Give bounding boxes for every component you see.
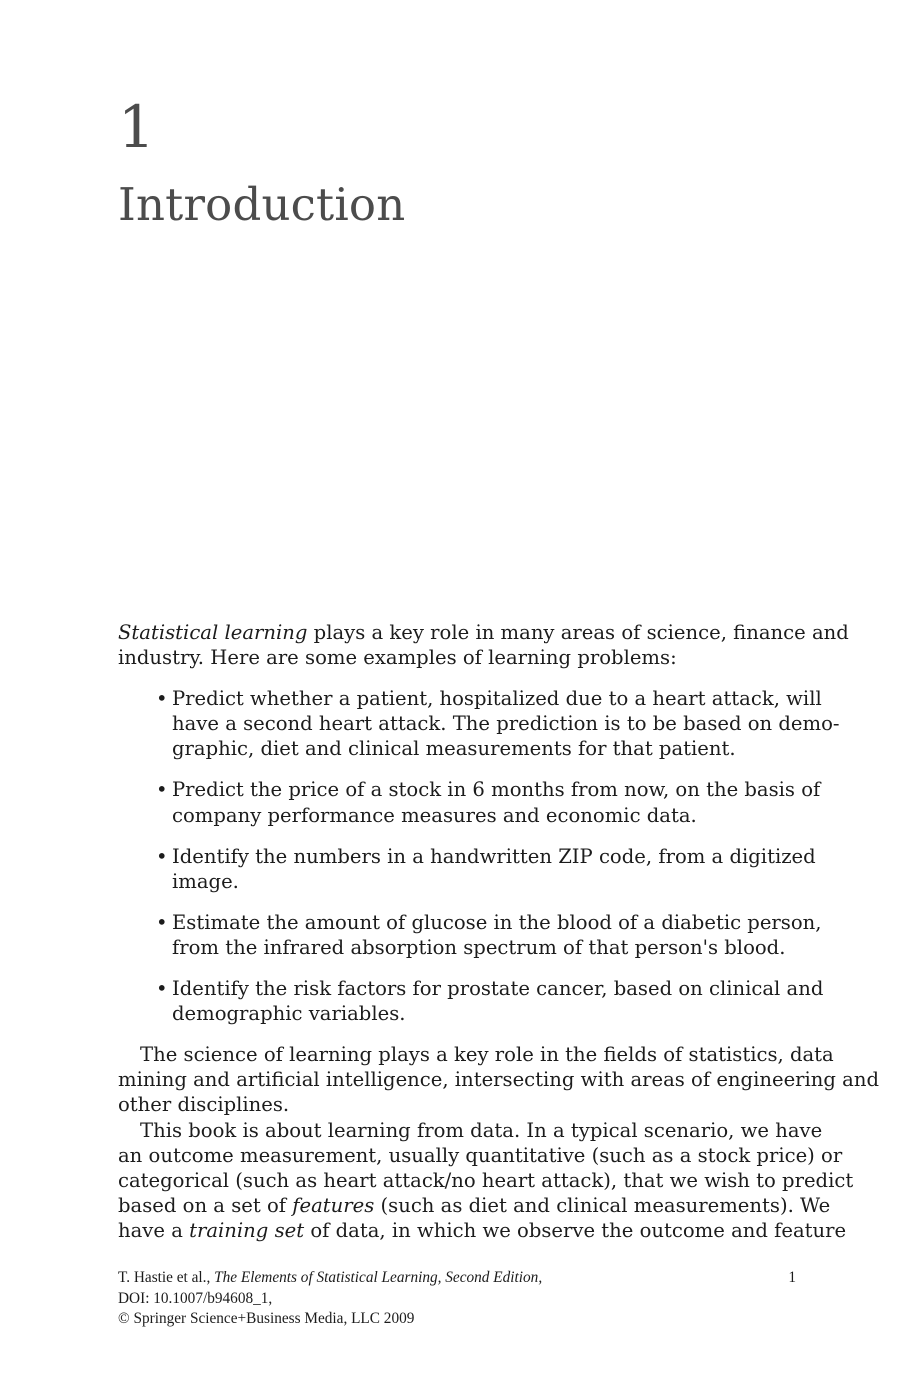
paragraph-line bbox=[118, 1193, 831, 1218]
list-item bbox=[118, 844, 816, 894]
list-item bbox=[118, 910, 822, 960]
page-footer bbox=[118, 1268, 796, 1330]
paragraph-text: (such as diet and clinical measurements). We bbox=[374, 1193, 831, 1217]
chapter-number: 1 bbox=[118, 93, 155, 161]
this-book-paragraph bbox=[118, 1118, 854, 1243]
intro-line-1-rest: plays a key role in many areas of science, finance and bbox=[307, 621, 849, 644]
bullet-icon: • bbox=[156, 977, 168, 1001]
citation-authors: T. Hastie et al., bbox=[118, 1269, 215, 1286]
list-item-line: from the infrared absorption spectrum of that person's blood. bbox=[172, 935, 786, 959]
paragraph-line: an outcome measurement, usually quantitative (such as a stock price) or bbox=[118, 1143, 843, 1167]
list-item-line: image. bbox=[172, 869, 239, 893]
citation-book-title: The Elements of Statistical Learning, Second Edition, bbox=[214, 1269, 543, 1286]
paragraph-text: based on a set of bbox=[118, 1193, 293, 1217]
paragraph-line: The science of learning plays a key role in the fields of statistics, data bbox=[140, 1043, 834, 1067]
list-item-text bbox=[172, 777, 821, 827]
list-item bbox=[118, 686, 840, 761]
paragraph-line bbox=[118, 1218, 847, 1243]
list-item-line: Predict whether a patient, hospitalized due to a heart attack, will bbox=[172, 687, 822, 711]
list-item-line: have a second heart attack. The prediction is to be based on demo- bbox=[172, 712, 840, 736]
paragraph-line: other disciplines. bbox=[118, 1093, 290, 1117]
intro-line-1 bbox=[118, 620, 849, 645]
paragraph-text: have a bbox=[118, 1218, 190, 1242]
list-item-line: Estimate the amount of glucose in the blood of a diabetic person, bbox=[172, 910, 822, 934]
paragraph-line: This book is about learning from data. In a typical scenario, we have bbox=[140, 1118, 823, 1142]
bullet-icon: • bbox=[156, 687, 168, 711]
paragraph-text: of data, in which we observe the outcome and feature bbox=[304, 1218, 847, 1242]
bullet-icon: • bbox=[156, 778, 168, 802]
intro-paragraph bbox=[118, 620, 849, 670]
list-item-text bbox=[172, 976, 824, 1026]
training-set-italic-term: training set bbox=[189, 1218, 305, 1242]
list-item-text bbox=[172, 844, 816, 894]
body-text bbox=[118, 620, 880, 1243]
chapter-title: Introduction bbox=[118, 178, 406, 231]
footer-citation bbox=[118, 1268, 796, 1289]
list-item-text bbox=[172, 910, 822, 960]
paragraph-line: categorical (such as heart attack/no heart attack), that we wish to predict bbox=[118, 1168, 854, 1192]
list-item-line: company performance measures and economic data. bbox=[172, 803, 697, 827]
chapter-heading bbox=[118, 93, 798, 231]
page-number: 1 bbox=[788, 1269, 796, 1286]
intro-italic-term: Statistical learning bbox=[118, 621, 308, 644]
science-of-learning-paragraph bbox=[118, 1042, 880, 1117]
bullet-icon: • bbox=[156, 910, 168, 934]
intro-line-2: industry. Here are some examples of learning problems: bbox=[118, 646, 677, 670]
list-item-line: Predict the price of a stock in 6 months from now, on the basis of bbox=[172, 778, 821, 802]
examples-list bbox=[118, 686, 840, 1026]
paragraph-line: mining and artificial intelligence, intersecting with areas of engineering and bbox=[118, 1068, 880, 1092]
bullet-icon: • bbox=[156, 844, 168, 868]
list-item bbox=[118, 777, 821, 827]
footer-doi: DOI: 10.1007/b94608_1, bbox=[118, 1289, 273, 1307]
list-item-line: Identify the numbers in a handwritten ZIP code, from a digitized bbox=[172, 844, 816, 868]
footer-copyright: © Springer Science+Business Media, LLC 2009 bbox=[118, 1310, 415, 1327]
list-item bbox=[118, 976, 824, 1026]
list-item-line: Identify the risk factors for prostate cancer, based on clinical and bbox=[172, 977, 824, 1001]
list-item-line: demographic variables. bbox=[172, 1002, 406, 1026]
list-item-line: graphic, diet and clinical measurements for that patient. bbox=[172, 737, 736, 761]
list-item-text bbox=[172, 686, 840, 761]
features-italic-term: features bbox=[292, 1193, 375, 1217]
